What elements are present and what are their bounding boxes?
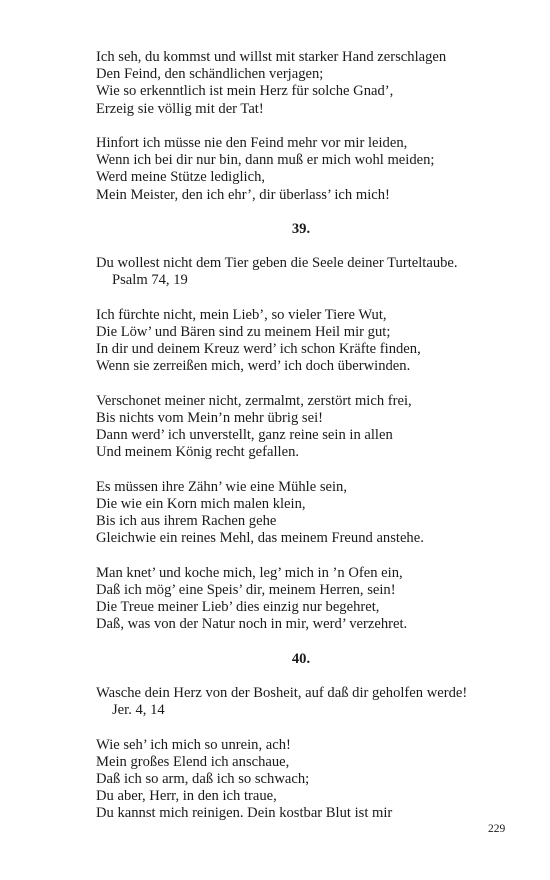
verse-line: Du aber, Herr, in den ich traue, <box>96 788 277 805</box>
verse-line: Mein großes Elend ich anschaue, <box>96 753 290 770</box>
verse-line: Man knet’ und koche mich, leg’ mich in ’n Ofen ein, <box>96 564 403 581</box>
motto-line: Wasche dein Herz von der Bosheit, auf daß dir geholfen werde! <box>96 684 468 701</box>
verse-line: Hinfort ich müsse nie den Feind mehr vor mir leiden, <box>96 134 408 151</box>
verse-line: Werd meine Stütze lediglich, <box>96 169 266 186</box>
verse-line: Verschonet meiner nicht, zermalmt, zerstört mich frei, <box>96 392 412 409</box>
section-heading: 39. <box>291 220 311 237</box>
verse-line: Daß ich mög’ eine Speis’ dir, meinem Herren, sein! <box>96 581 396 598</box>
verse-line: Ich seh, du kommst und willst mit starker Hand zerschlagen <box>96 49 447 65</box>
stanza-block <box>96 737 516 823</box>
verse-line: Daß, was von der Natur noch in mir, werd’ verzehret. <box>96 616 408 633</box>
section-heading: 40. <box>291 650 311 667</box>
verse-line: In dir und deinem Kreuz werd’ ich schon Kräfte finden, <box>96 341 421 358</box>
verse-line: Dann werd’ ich unverstellt, ganz reine sein in allen <box>96 427 393 444</box>
scripture-reference: Psalm 74, 19 <box>112 272 188 289</box>
verse-line: Mein Meister, den ich ehr’, dir überlass’ ich mich! <box>96 186 390 203</box>
scripture-reference: Jer. 4, 14 <box>112 702 165 719</box>
verse-line: Wie so erkenntlich ist mein Herz für solche Gnad’, <box>96 83 394 100</box>
stanza-block <box>96 479 516 548</box>
stanza-block <box>96 135 516 204</box>
verse-line: Wie seh’ ich mich so unrein, ach! <box>96 736 291 753</box>
verse-line: Gleichwie ein reines Mehl, das meinem Freund anstehe. <box>96 530 424 547</box>
stanza-block <box>96 565 516 634</box>
verse-line: Wenn sie zerreißen mich, werd’ ich doch überwinden. <box>96 358 411 375</box>
verse-line: Es müssen ihre Zähn’ wie eine Mühle sein, <box>96 478 348 495</box>
motto-block <box>96 255 516 289</box>
verse-line: Wenn ich bei dir nur bin, dann muß er mich wohl meiden; <box>96 152 435 169</box>
spacer <box>96 290 516 307</box>
verse-line: Ich fürchte nicht, mein Lieb’, so vieler Tiere Wut, <box>96 306 387 323</box>
verse-line: Bis nichts vom Mein’n mehr übrig sei! <box>96 409 323 426</box>
verse-line: Bis ich aus ihrem Rachen gehe <box>96 513 277 530</box>
spacer <box>96 719 516 736</box>
verse-line: Und meinem König recht gefallen. <box>96 444 300 461</box>
page-text <box>96 49 516 822</box>
stanza-block <box>96 393 516 462</box>
spacer <box>96 633 516 650</box>
verse-line: Erzeig sie völlig mit der Tat! <box>96 100 264 117</box>
stanza-block <box>96 307 516 376</box>
motto-block <box>96 685 516 719</box>
spacer <box>96 238 516 255</box>
spacer <box>96 204 516 221</box>
page-number: 229 <box>488 823 506 835</box>
spacer <box>96 118 516 135</box>
spacer <box>96 376 516 393</box>
verse-line: Die Treue meiner Lieb’ dies einzig nur begehret, <box>96 599 380 615</box>
verse-line: Den Feind, den schändlichen verjagen; <box>96 66 324 83</box>
spacer <box>96 462 516 479</box>
verse-line: Du kannst mich reinigen. Dein kostbar Blut ist mir <box>96 805 393 822</box>
verse-line: Die wie ein Korn mich malen klein, <box>96 495 306 512</box>
stanza-block <box>96 49 516 118</box>
spacer <box>96 668 516 685</box>
motto-line: Du wollest nicht dem Tier geben die Seele deiner Turteltaube. <box>96 255 458 272</box>
spacer <box>96 547 516 564</box>
verse-line: Daß ich so arm, daß ich so schwach; <box>96 770 310 787</box>
verse-line: Die Löw’ und Bären sind zu meinem Heil mir gut; <box>96 324 391 340</box>
